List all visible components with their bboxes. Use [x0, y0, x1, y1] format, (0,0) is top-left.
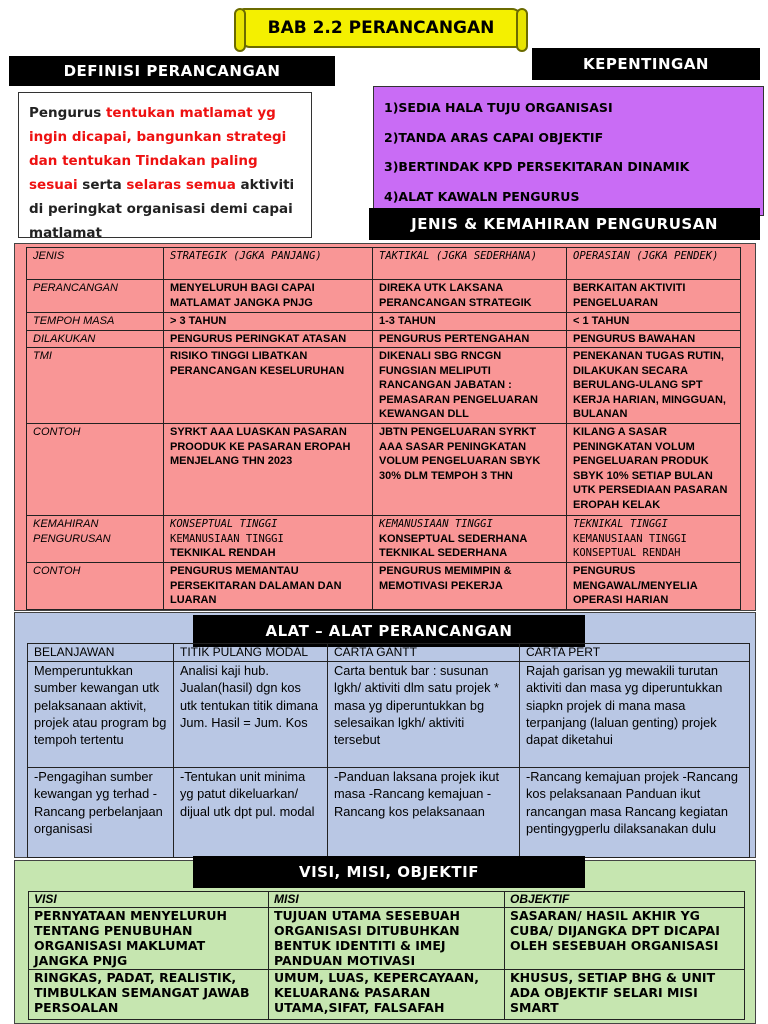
table-cell: SYRKT AAA LUASKAN PASARAN PROODUK KE PASARAN EROPAH MENJELANG THN 2023: [164, 424, 373, 516]
table-cell: Analisi kaji hub. Jualan(hasil) dgn kos utk tentukan titik dimana Jum. Hasil = Jum. Kos: [174, 662, 328, 768]
table-cell: > 3 TAHUN: [164, 313, 373, 331]
definisi-seg5: aktiviti di peringkat organisasi demi capai matlamat: [29, 177, 295, 241]
kemahiran-line: KONSEPTUAL RENDAH: [573, 547, 681, 559]
table-cell: PENGURUS MEMANTAU PERSEKITARAN DALAMAN DAN LUARAN: [164, 563, 373, 610]
jenis-heading: JENIS & KEMAHIRAN PENGURUSAN: [369, 208, 760, 240]
kepentingan-item: 1)SEDIA HALA TUJU ORGANISASI: [384, 100, 613, 115]
kemahiran-line: KONSEPTUAL SEDERHANA: [379, 532, 528, 545]
table-cell: KILANG A SASAR PENINGKATAN VOLUM PENGELUARAN PRODUK SBYK 10% SETIAP BULAN UTK PERSEDIAAN PASARAN EROPAH KELAK: [567, 424, 741, 516]
table-cell: RINGKAS, PADAT, REALISTIK, TIMBULKAN SEMANGAT JAWAB PERSOALAN: [29, 970, 269, 1020]
table-header-cell: TAKTIKAL (JGKA SEDERHANA): [373, 248, 567, 280]
table-row: [27, 313, 741, 331]
table-row: [28, 662, 750, 768]
table-header-cell: STRATEGIK (JGKA PANJANG): [164, 248, 373, 280]
definisi-heading: DEFINISI PERANCANGAN: [9, 56, 335, 86]
table-row: [29, 892, 745, 908]
table-cell: JBTN PENGELUARAN SYRKT AAA SASAR PENINGKATAN VOLUM PENGELUARAN SBYK 30% DLM TEMPOH 3 THN: [373, 424, 567, 516]
kepentingan-item: 3)BERTINDAK KPD PERSEKITARAN DINAMIK: [384, 159, 690, 174]
table-cell: PENGURUS BAWAHAN: [567, 330, 741, 348]
table-cell: KHUSUS, SETIAP BHG & UNIT ADA OBJEKTIF SELARI MISI SMART: [505, 970, 745, 1020]
table-cell: MENYELURUH BAGI CAPAI MATLAMAT JANGKA PNJG: [164, 280, 373, 313]
table-header-cell: MISI: [269, 892, 505, 908]
definisi-text: [18, 92, 312, 241]
table-header-cell: BELANJAWAN: [28, 644, 174, 662]
table-cell: PENGURUS PERTENGAHAN: [373, 330, 567, 348]
table-cell: DILAKUKAN: [27, 330, 164, 348]
visi-heading: VISI, MISI, OBJEKTIF: [193, 856, 585, 888]
table-row: [27, 248, 741, 280]
table-row: [27, 516, 741, 563]
jenis-table: [26, 247, 741, 610]
table-header-cell: VISI: [29, 892, 269, 908]
page-title: BAB 2.2 PERANCANGAN: [240, 8, 522, 48]
table-cell: Carta bentuk bar : susunan lgkh/ aktiviti dlm satu projek * masa yg diperuntukkan bg selesaikan lgkh/ aktiviti tersebut: [328, 662, 520, 768]
kemahiran-primary: KONSEPTUAL TINGGI: [170, 518, 278, 530]
table-cell: PENGURUS MEMIMPIN & MEMOTIVASI PEKERJA: [373, 563, 567, 610]
table-row: [29, 970, 745, 1020]
kemahiran-primary: TEKNIKAL TINGGI: [573, 518, 668, 530]
table-cell: SASARAN/ HASIL AKHIR YG CUBA/ DIJANGKA DPT DICAPAI OLEH SESEBUAH ORGANISASI: [505, 908, 745, 970]
table-cell: BERKAITAN AKTIVITI PENGELUARAN: [567, 280, 741, 313]
table-cell: UMUM, LUAS, KEPERCAYAAN, KELUARAN& PASARAN UTAMA,SIFAT, FALSAFAH: [269, 970, 505, 1020]
table-cell: PENGURUS PERINGKAT ATASAN: [164, 330, 373, 348]
kemahiran-line: TEKNIKAL SEDERHANA: [379, 547, 508, 559]
table-row: [29, 908, 745, 970]
table-row: [27, 280, 741, 313]
table-cell: PERANCANGAN: [27, 280, 164, 313]
table-cell: -Rancang kemajuan projek -Rancang kos pelaksanaan Panduan ikut rancangan masa Rancang kegiatan pentingygperlu dilaksanakan dulu: [520, 768, 750, 858]
kemahiran-line: TEKNIKAL RENDAH: [170, 547, 276, 559]
definisi-seg3: serta: [77, 177, 127, 193]
table-cell: 1-3 TAHUN: [373, 313, 567, 331]
table-row: [27, 330, 741, 348]
table-row: [27, 348, 741, 424]
table-cell: CONTOH: [27, 563, 164, 610]
table-header-cell: JENIS: [27, 248, 164, 280]
table-header-cell: CARTA GANTT: [328, 644, 520, 662]
table-row: [27, 563, 741, 610]
table-cell: -Pengagihan sumber kewangan yg terhad -Rancang perbelanjaan organisasi: [28, 768, 174, 858]
table-cell: DIKENALI SBG RNCGN FUNGSIAN MELIPUTI RANCANGAN JABATAN : PEMASARAN PENGELUARAN KEWANGAN DLL: [373, 348, 567, 424]
kepentingan-list: [373, 86, 764, 216]
kepentingan-heading: KEPENTINGAN: [532, 48, 760, 80]
table-cell: -Tentukan unit minima yg patut dikeluarkan/ dijual utk dpt pul. modal: [174, 768, 328, 858]
table-header-cell: TITIK PULANG MODAL: [174, 644, 328, 662]
definisi-seg1: Pengurus: [29, 105, 106, 121]
kepentingan-item: 4)ALAT KAWALN PENGURUS: [384, 188, 580, 204]
table-cell: TUJUAN UTAMA SESEBUAH ORGANISASI DITUBUHKAN BENTUK IDENTITI & IMEJ PANDUAN MOTIVASI: [269, 908, 505, 970]
table-cell: Rajah garisan yg mewakili turutan aktiviti dan masa yg diperuntukkan siapkn projek di mana masa terpanjang (laluan genting) projek dapat diketahui: [520, 662, 750, 768]
table-cell: DIREKA UTK LAKSANA PERANCANGAN STRATEGIK: [373, 280, 567, 313]
definisi-seg2: tentukan matlamat yg ingin dicapai, bangunkan strategi dan tentukan Tindakan paling sesuai: [29, 105, 287, 193]
alat-heading: ALAT – ALAT PERANCANGAN: [193, 615, 585, 647]
table-cell: < 1 TAHUN: [567, 313, 741, 331]
table-cell: [373, 516, 567, 563]
table-row: [27, 424, 741, 516]
table-cell: [164, 516, 373, 563]
kemahiran-primary: KEMANUSIAAN TINGGI: [379, 518, 493, 530]
table-cell: [567, 516, 741, 563]
table-header-cell: OBJEKTIF: [505, 892, 745, 908]
kemahiran-line: KEMANUSIAAN TINGGI: [170, 532, 284, 545]
table-cell: Memperuntukkan sumber kewangan utk pelaksanaan aktivit, projek atau program bg tempoh tertentu: [28, 662, 174, 768]
table-header-cell: CARTA PERT: [520, 644, 750, 662]
kepentingan-item: 2)TANDA ARAS CAPAI OBJEKTIF: [384, 129, 604, 145]
table-row: [28, 768, 750, 858]
table-cell: RISIKO TINGGI LIBATKAN PERANCANGAN KESELURUHAN: [164, 348, 373, 424]
table-cell: KEMAHIRAN PENGURUSAN: [27, 516, 164, 563]
table-cell: PENEKANAN TUGAS RUTIN, DILAKUKAN SECARA BERULANG-ULANG SPT KERJA HARIAN, MINGGUAN, BULANAN: [567, 348, 741, 424]
definisi-seg4: selaras semua: [126, 177, 236, 193]
table-cell: TMI: [27, 348, 164, 424]
table-cell: -Panduan laksana projek ikut masa -Rancang kemajuan -Rancang kos pelaksanaan: [328, 768, 520, 858]
table-cell: PENGURUS MENGAWAL/MENYELIA OPERASI HARIAN: [567, 563, 741, 610]
table-cell: PERNYATAAN MENYELURUH TENTANG PENUBUHAN ORGANISASI MAKLUMAT JANGKA PNJG: [29, 908, 269, 970]
alat-table: [27, 643, 750, 858]
kemahiran-line: KEMANUSIAAN TINGGI: [573, 532, 687, 545]
table-row: [28, 644, 750, 662]
table-header-cell: OPERASIAN (JGKA PENDEK): [567, 248, 741, 280]
table-cell: TEMPOH MASA: [27, 313, 164, 331]
table-cell: CONTOH: [27, 424, 164, 516]
visi-table: [28, 891, 745, 1020]
